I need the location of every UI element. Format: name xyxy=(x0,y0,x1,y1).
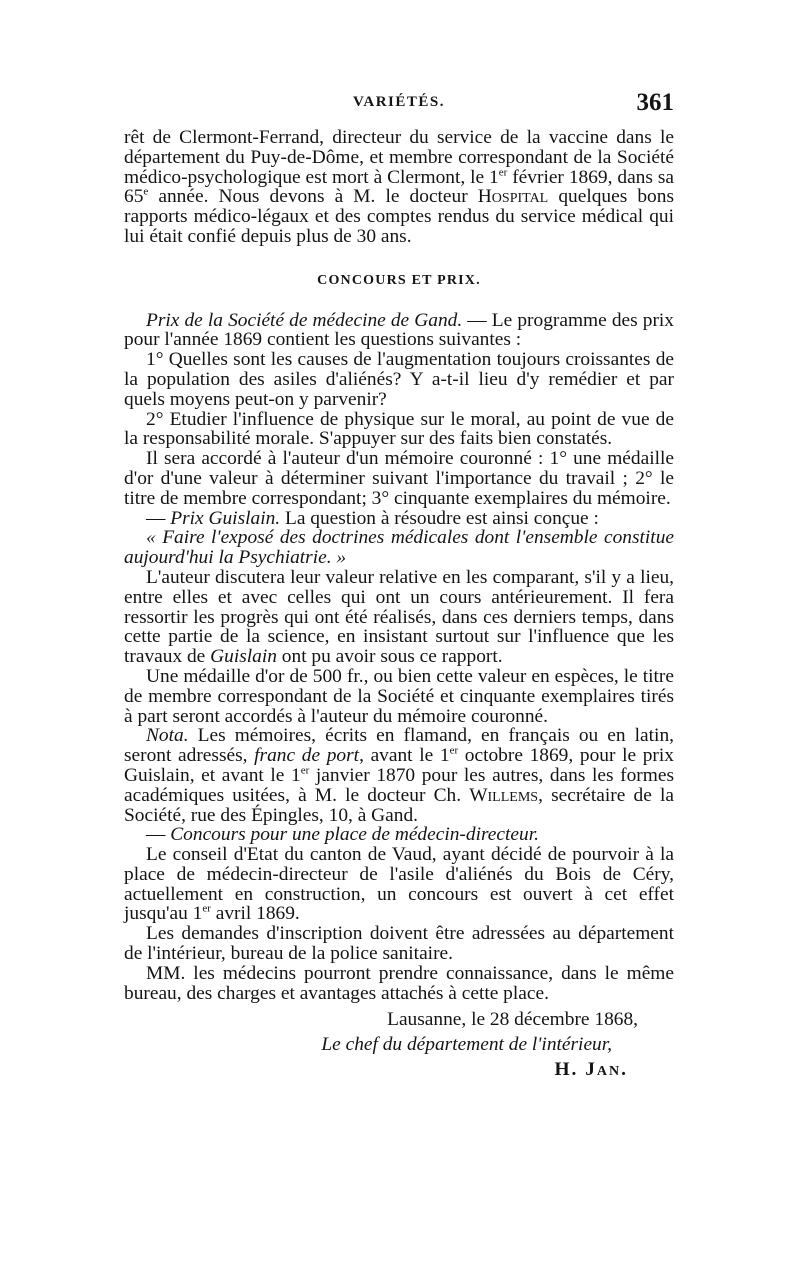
running-header xyxy=(124,89,674,118)
text-run: , secrétaire de la Société, rue des Épingles, 10, à Gand. xyxy=(124,784,674,826)
concours-paragraph xyxy=(124,845,674,924)
text-run: Les mémoires, écrits en flamand, en français ou en latin, seront adressés, xyxy=(124,725,674,767)
gand-prize-paragraph xyxy=(124,311,674,351)
superscript: e xyxy=(143,185,149,198)
text-run: L'auteur discutera leur valeur relative en les comparant, s'il y a lieu, entre elles et avec celles qui ont un cours antérieurement. Il fera ressortir les progrès qui ont été réalisés, dans ces derniers temps, dans cette partie de la science, en insistant surtout sur l'influence que les travaux de xyxy=(124,566,674,668)
text-run: , avant le 1 xyxy=(359,745,450,767)
question-one: 1° Quelles sont les causes de l'augmentation toujours croissantes de la population des asiles d'aliénés? Y a-t-il lieu d'y remédier et par quels moyens peut-on y parvenir? xyxy=(124,349,674,410)
text-run: octobre 1869, pour le prix Guislain, et avant le 1 xyxy=(124,745,674,786)
prize-title: Prix de la Société de médecine de Gand. xyxy=(146,309,463,331)
text-run: janvier 1870 pour les autres, dans les formes académiques usitées, à M. le docteur Ch. xyxy=(124,764,674,806)
text-run: — Le programme des prix pour l'année 1869 contient les questions suivantes : xyxy=(124,309,675,351)
superscript: er xyxy=(449,744,459,757)
guislain-prize-paragraph xyxy=(124,509,674,529)
person-name: Willems xyxy=(469,784,539,806)
emphasis: franc de port xyxy=(254,745,360,767)
running-title: VARIÉTÉS. xyxy=(352,94,445,110)
nota-label: Nota. xyxy=(146,725,189,747)
award-paragraph: Il sera accordé à l'auteur d'un mémoire couronné : 1° une médaille d'or d'une valeur à déterminer suivant l'importance du travail ; 2° le titre de membre correspondant; 3° cinquante exemplaires du mémoire. xyxy=(124,448,674,509)
text-run: avril 1869. xyxy=(210,903,300,925)
dash: — xyxy=(146,824,171,846)
place-date: Lausanne, le 28 décembre 1868, xyxy=(387,1009,638,1031)
guislain-award: Une médaille d'or de 500 fr., ou bien cette valeur en espèces, le titre de membre correspondant de la Société et cinquante exemplaires tirés à part seront accordés à l'auteur du mémoire couronné. xyxy=(124,665,674,727)
conditions-paragraph: MM. les médecins pourront prendre connaissance, dans le même bureau, des charges et avantages attachés à cette place. xyxy=(124,962,674,1004)
guislain-question: « Faire l'exposé des doctrines médicales dont l'ensemble constitue aujourd'hui la Psychiatrie. » xyxy=(124,527,674,569)
nota-paragraph xyxy=(124,726,674,825)
text-run: février 1869, dans sa 65 xyxy=(124,166,674,208)
text-run: année. Nous devons à M. le docteur xyxy=(148,186,478,208)
text-run: rêt de Clermont-Ferrand, directeur du service de la vaccine dans le département du Puy-de-Dôme, et membre correspondant de la Société médico-psychologique est mort à Clermont, le 1 xyxy=(124,127,674,188)
page-body xyxy=(124,128,674,1082)
person-name: Guislain xyxy=(210,646,277,668)
superscript: er xyxy=(202,903,211,916)
text-run: quelques bons rapports médico-légaux et des comptes rendus du service médical qui lui était confié depuis plus de 30 ans. xyxy=(124,186,674,247)
signatory-name: H. Jan. xyxy=(554,1059,628,1081)
superscript: er xyxy=(300,764,310,777)
page-number: 361 xyxy=(636,89,674,116)
superscript: er xyxy=(498,166,508,179)
concours-heading xyxy=(124,825,674,845)
dash: — xyxy=(146,507,171,529)
signatory-role: Le chef du département de l'intérieur, xyxy=(321,1034,612,1056)
text-run: ont pu avoir sous ce rapport. xyxy=(276,646,503,668)
text-run: La question à résoudre est ainsi conçue : xyxy=(280,507,599,529)
concours-title: Concours pour une place de médecin-directeur. xyxy=(170,824,539,846)
question-two: 2° Etudier l'influence de physique sur le moral, au point de vue de la responsabilité morale. S'appuyer sur des faits bien constatés. xyxy=(124,408,674,450)
obituary-paragraph xyxy=(124,128,674,247)
prize-title: Prix Guislain. xyxy=(170,507,281,529)
signature-block xyxy=(124,1007,674,1082)
text-run: Le conseil d'Etat du canton de Vaud, ayant décidé de pourvoir à la place de médecin-directeur de l'asile d'aliénés du Bois de Céry, actuellement en construction, un concours est ouvert à cet effet jusqu'au 1 xyxy=(124,844,674,925)
guislain-details xyxy=(124,568,674,667)
person-name: Hospital xyxy=(477,186,549,208)
inscription-paragraph: Les demandes d'inscription doivent être adressées au département de l'intérieur, bureau de la police sanitaire. xyxy=(124,923,674,965)
section-title: CONCOURS ET PRIX. xyxy=(317,272,481,288)
